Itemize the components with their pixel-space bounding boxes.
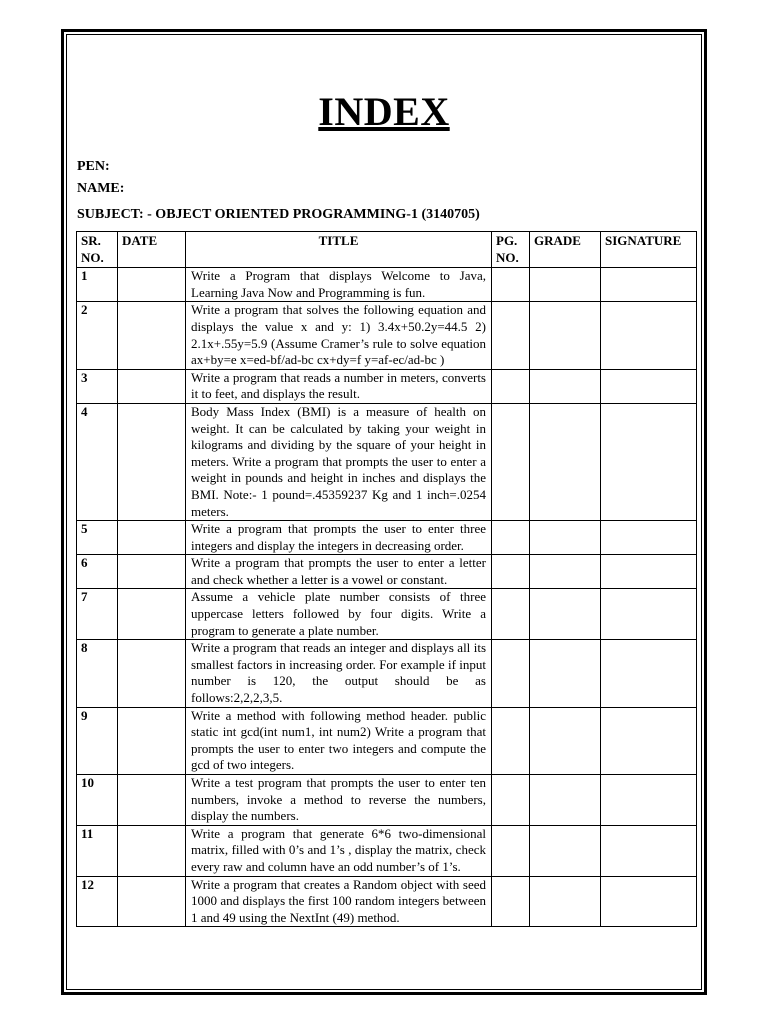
page-title: INDEX xyxy=(318,89,450,134)
row-sr-no: 11 xyxy=(77,825,118,876)
row-sr-no: 3 xyxy=(77,369,118,403)
row-signature xyxy=(601,555,697,589)
row-date xyxy=(118,640,186,707)
row-title: Body Mass Index (BMI) is a measure of health on weight. It can be calculated by taking your weight in kilograms and dividing by the square of your height in meters. Write a program that prompts the user to enter a weight in pounds and height in inches and displays the BMI. Note:- 1 pound=.45359237 Kg and 1 inch=.0254 meters. xyxy=(186,403,492,520)
row-page-no xyxy=(492,707,530,774)
col-header-sr-no: SR. NO. xyxy=(77,232,118,268)
row-signature xyxy=(601,268,697,302)
row-sr-no: 4 xyxy=(77,403,118,520)
row-grade xyxy=(530,268,601,302)
row-grade xyxy=(530,707,601,774)
row-date xyxy=(118,369,186,403)
col-header-page-no: PG. NO. xyxy=(492,232,530,268)
row-page-no xyxy=(492,825,530,876)
row-sr-no: 12 xyxy=(77,876,118,927)
row-sr-no: 6 xyxy=(77,555,118,589)
row-page-no xyxy=(492,268,530,302)
row-page-no xyxy=(492,555,530,589)
row-date xyxy=(118,268,186,302)
row-title: Write a program that solves the following equation and displays the value x and y: 1) 3.4x+50.2y=44.5 2) 2.1x+.55y=5.9 (Assume Cramer’s rule to solve equation ax+by=e x=ed-bf/ad-bc cx+dy=f y=af-ec/ad-bc ) xyxy=(186,302,492,369)
row-title: Write a program that prompts the user to enter a letter and check whether a letter is a vowel or constant. xyxy=(186,555,492,589)
row-signature xyxy=(601,640,697,707)
row-grade xyxy=(530,640,601,707)
table-row xyxy=(77,825,697,876)
row-date xyxy=(118,521,186,555)
table-row xyxy=(77,302,697,369)
row-grade xyxy=(530,369,601,403)
row-grade xyxy=(530,403,601,520)
col-header-signature: SIGNATURE xyxy=(601,232,697,268)
row-title: Write a program that prompts the user to enter three integers and display the integers in decreasing order. xyxy=(186,521,492,555)
row-sr-no: 10 xyxy=(77,775,118,826)
row-date xyxy=(118,302,186,369)
row-title: Write a program that creates a Random object with seed 1000 and displays the first 100 random integers between 1 and 49 using the NextInt (49) method. xyxy=(186,876,492,927)
row-signature xyxy=(601,876,697,927)
subject-label: SUBJECT: - OBJECT ORIENTED PROGRAMMING-1 (3140705) xyxy=(77,207,480,222)
table-row xyxy=(77,403,697,520)
table-row xyxy=(77,589,697,640)
row-grade xyxy=(530,876,601,927)
table-row xyxy=(77,707,697,774)
row-page-no xyxy=(492,775,530,826)
row-title: Write a Program that displays Welcome to Java, Learning Java Now and Programming is fun. xyxy=(186,268,492,302)
row-date xyxy=(118,555,186,589)
row-signature xyxy=(601,521,697,555)
row-page-no xyxy=(492,521,530,555)
row-title: Write a test program that prompts the user to enter ten numbers, invoke a method to reverse the numbers, display the numbers. xyxy=(186,775,492,826)
row-page-no xyxy=(492,369,530,403)
row-date xyxy=(118,825,186,876)
row-sr-no: 9 xyxy=(77,707,118,774)
row-grade xyxy=(530,589,601,640)
row-title: Write a program that generate 6*6 two-dimensional matrix, filled with 0’s and 1’s , display the matrix, check every raw and column have an odd number’s of 1’s. xyxy=(186,825,492,876)
row-grade xyxy=(530,521,601,555)
table-row xyxy=(77,268,697,302)
row-signature xyxy=(601,302,697,369)
table-row xyxy=(77,369,697,403)
index-table xyxy=(76,231,697,927)
row-page-no xyxy=(492,589,530,640)
row-title: Assume a vehicle plate number consists of three uppercase letters followed by four digits. Write a program to generate a plate number. xyxy=(186,589,492,640)
row-sr-no: 2 xyxy=(77,302,118,369)
pen-label: PEN: xyxy=(77,159,110,174)
row-page-no xyxy=(492,876,530,927)
row-grade xyxy=(530,302,601,369)
row-page-no xyxy=(492,403,530,520)
col-header-grade: GRADE xyxy=(530,232,601,268)
row-signature xyxy=(601,707,697,774)
row-signature xyxy=(601,775,697,826)
row-grade xyxy=(530,775,601,826)
row-signature xyxy=(601,403,697,520)
row-title: Write a program that reads a number in meters, converts it to feet, and displays the result. xyxy=(186,369,492,403)
row-page-no xyxy=(492,302,530,369)
row-grade xyxy=(530,825,601,876)
row-date xyxy=(118,403,186,520)
row-sr-no: 5 xyxy=(77,521,118,555)
table-row xyxy=(77,521,697,555)
row-date xyxy=(118,707,186,774)
table-row xyxy=(77,775,697,826)
row-signature xyxy=(601,825,697,876)
row-sr-no: 8 xyxy=(77,640,118,707)
row-title: Write a program that reads an integer and displays all its smallest factors in increasing order. For example if input number is 120, the output should be as follows:2,2,2,3,5. xyxy=(186,640,492,707)
table-row xyxy=(77,555,697,589)
table-row xyxy=(77,640,697,707)
row-signature xyxy=(601,369,697,403)
col-header-title: TITLE xyxy=(186,232,492,268)
row-date xyxy=(118,775,186,826)
table-header-row xyxy=(77,232,697,268)
col-header-date: DATE xyxy=(118,232,186,268)
table-row xyxy=(77,876,697,927)
row-title: Write a method with following method header. public static int gcd(int num1, int num2) Write a program that prompts the user to enter two integers and compute the gcd of two integers. xyxy=(186,707,492,774)
row-signature xyxy=(601,589,697,640)
row-sr-no: 7 xyxy=(77,589,118,640)
row-grade xyxy=(530,555,601,589)
row-sr-no: 1 xyxy=(77,268,118,302)
row-date xyxy=(118,589,186,640)
name-label: NAME: xyxy=(77,181,125,196)
row-date xyxy=(118,876,186,927)
row-page-no xyxy=(492,640,530,707)
